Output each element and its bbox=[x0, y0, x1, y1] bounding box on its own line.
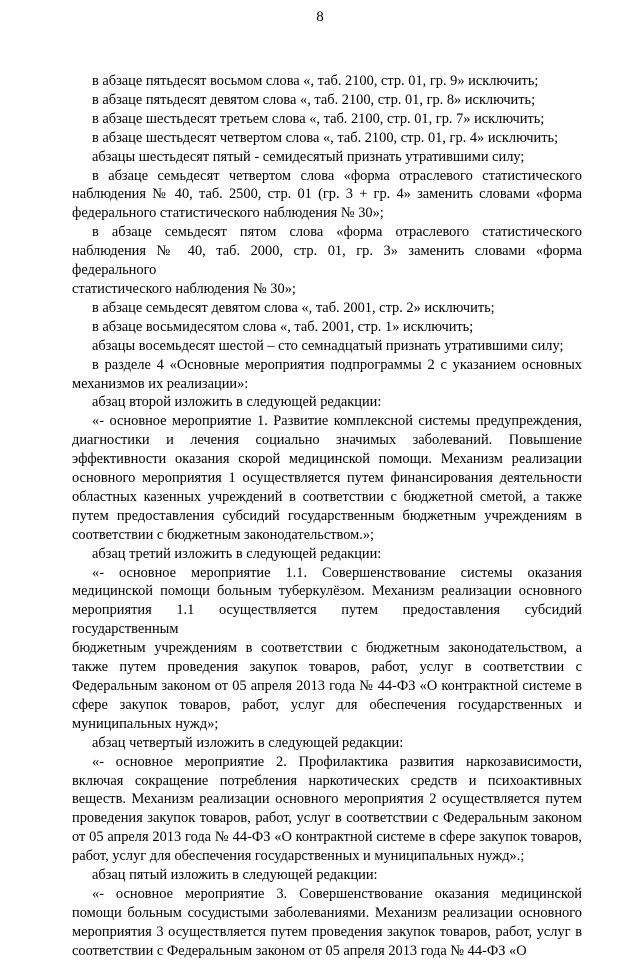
paragraph bbox=[72, 885, 582, 961]
text-line: областных казенных учреждений в соответствии с бюджетной сметой, а также bbox=[72, 488, 582, 505]
text-line: работ, услуг для обеспечения государственных и муниципальных нужд».; bbox=[72, 848, 525, 865]
paragraph bbox=[92, 91, 582, 110]
text-line: основного мероприятия 1 осуществляется путем финансирования деятельности bbox=[72, 470, 582, 487]
paragraph bbox=[92, 734, 582, 753]
text-line: путем предоставления субсидий государственным бюджетным учреждениям в bbox=[72, 507, 582, 524]
text-line: Федеральным законом от 05 апреля 2013 года № 44-ФЗ «О контрактной системе в bbox=[72, 678, 582, 694]
text-line: включая сокращение потребления наркотических средств и психоактивных bbox=[72, 772, 582, 789]
paragraph bbox=[72, 167, 582, 224]
text-line: в абзаце восьмидесятом слова «, таб. 2001, стр. 1» исключить; bbox=[92, 318, 474, 335]
paragraph bbox=[92, 110, 582, 129]
text-line: соответствии с Федеральным законом от 05 апреля 2013 года № 44-ФЗ «О bbox=[72, 942, 527, 959]
paragraph bbox=[72, 356, 582, 394]
text-line: помощи больным сосудистыми заболеваниями. Механизм реализации основного bbox=[72, 904, 582, 921]
text-line: в разделе 4 «Основные мероприятия подпрограммы 2 с указанием основных bbox=[92, 356, 582, 373]
text-line: механизмов их реализации»: bbox=[72, 375, 249, 392]
paragraph bbox=[72, 753, 582, 866]
text-line: в абзаце семьдесят четвертом слова «форма отраслевого статистического bbox=[92, 167, 582, 184]
text-line: абзац второй изложить в следующей редакции: bbox=[92, 394, 382, 411]
text-line: веществ. Механизм реализации основного мероприятия 2 осуществляется путем bbox=[72, 791, 582, 808]
paragraph bbox=[92, 866, 582, 885]
text-line: в абзаце пятьдесят восьмом слова «, таб. 2100, стр. 01, гр. 9» исключить; bbox=[92, 73, 539, 89]
text-line: наблюдения № 40, таб. 2500, стр. 01 (гр. 3 + гр. 4» заменить словами «форма bbox=[72, 186, 582, 203]
text-line: в абзаце семьдесят пятом слова «форма отраслевого статистического bbox=[92, 224, 582, 241]
text-line: «- основное мероприятие 3. Совершенствование оказания медицинской bbox=[92, 885, 582, 902]
text-line: эффективности оказания скорой медицинской помощи. Механизм реализации bbox=[72, 451, 582, 468]
text-line: «- основное мероприятие 1.1. Совершенствование системы оказания bbox=[92, 564, 582, 581]
text-line: в абзаце шестьдесят четвертом слова «, таб. 2100, стр. 01, гр. 4» исключить; bbox=[92, 129, 559, 146]
paragraph bbox=[72, 412, 582, 544]
text-line: также путем проведения закупок товаров, работ, услуг в соответствии с bbox=[72, 659, 582, 676]
text-line: медицинской помощи больным туберкулёзом. Механизм реализации основного bbox=[72, 583, 582, 600]
text-line: «- основное мероприятие 2. Профилактика развития наркозависимости, bbox=[92, 753, 582, 770]
text-line: от 05 апреля 2013 года № 44-ФЗ «О контрактной системе в сфере закупок товаров, bbox=[72, 829, 582, 846]
text-line: в абзаце пятьдесят девятом слова «, таб. 2100, стр. 01, гр. 8» исключить; bbox=[92, 91, 536, 108]
text-line: федерального статистического наблюдения № 30»; bbox=[72, 205, 384, 222]
text-line: абзацы шестьдесят пятый - семидесятый признать утратившими силу; bbox=[92, 148, 525, 165]
text-line: бюджетным учреждениям в соответствии с бюджетным законодательством, а bbox=[72, 640, 582, 657]
paragraph bbox=[92, 129, 582, 148]
text-line: проведения закупок товаров, работ, услуг в соответствии с Федеральным законом bbox=[72, 810, 582, 827]
text-line: абзац третий изложить в следующей редакции: bbox=[92, 545, 382, 562]
text-line: мероприятия 3 осуществляется путем проведения закупок товаров, работ, услуг в bbox=[72, 923, 582, 940]
text-line: наблюдения № 40, таб. 2000, стр. 01, гр. 3» заменить словами «форма федерального bbox=[72, 243, 582, 279]
paragraph bbox=[92, 72, 582, 91]
paragraph bbox=[92, 318, 582, 337]
text-line: в абзаце шестьдесят третьем слова «, таб. 2100, стр. 01, гр. 7» исключить; bbox=[92, 110, 545, 127]
paragraph bbox=[92, 545, 582, 564]
page-number: 8 bbox=[316, 9, 324, 25]
text-line: «- основное мероприятие 1. Развитие комплексной системы предупреждения, bbox=[92, 413, 582, 430]
text-line: статистического наблюдения № 30»; bbox=[72, 280, 296, 297]
text-line: сфере закупок товаров, работ, услуг для обеспечения государственных и bbox=[72, 696, 582, 713]
text-line: абзац пятый изложить в следующей редакции: bbox=[92, 867, 378, 884]
paragraph bbox=[92, 337, 582, 356]
paragraph bbox=[92, 393, 582, 412]
document-body bbox=[72, 72, 582, 961]
text-line: абзац четвертый изложить в следующей редакции: bbox=[92, 734, 404, 751]
paragraph bbox=[72, 564, 582, 734]
text-line: диагностики и лечения социально значимых заболеваний. Повышение bbox=[72, 432, 582, 449]
paragraph bbox=[92, 299, 582, 318]
text-line: соответствии с бюджетным законодательством.»; bbox=[72, 526, 375, 543]
paragraph bbox=[92, 148, 582, 167]
text-line: абзацы восемьдесят шестой – сто семнадцатый признать утратившими силу; bbox=[92, 337, 564, 354]
text-line: мероприятия 1.1 осуществляется путем предоставления субсидий государственным bbox=[72, 602, 582, 638]
text-line: в абзаце семьдесят девятом слова «, таб. 2001, стр. 2» исключить; bbox=[92, 299, 495, 316]
text-line: муниципальных нужд»; bbox=[72, 715, 219, 732]
paragraph bbox=[72, 223, 582, 299]
